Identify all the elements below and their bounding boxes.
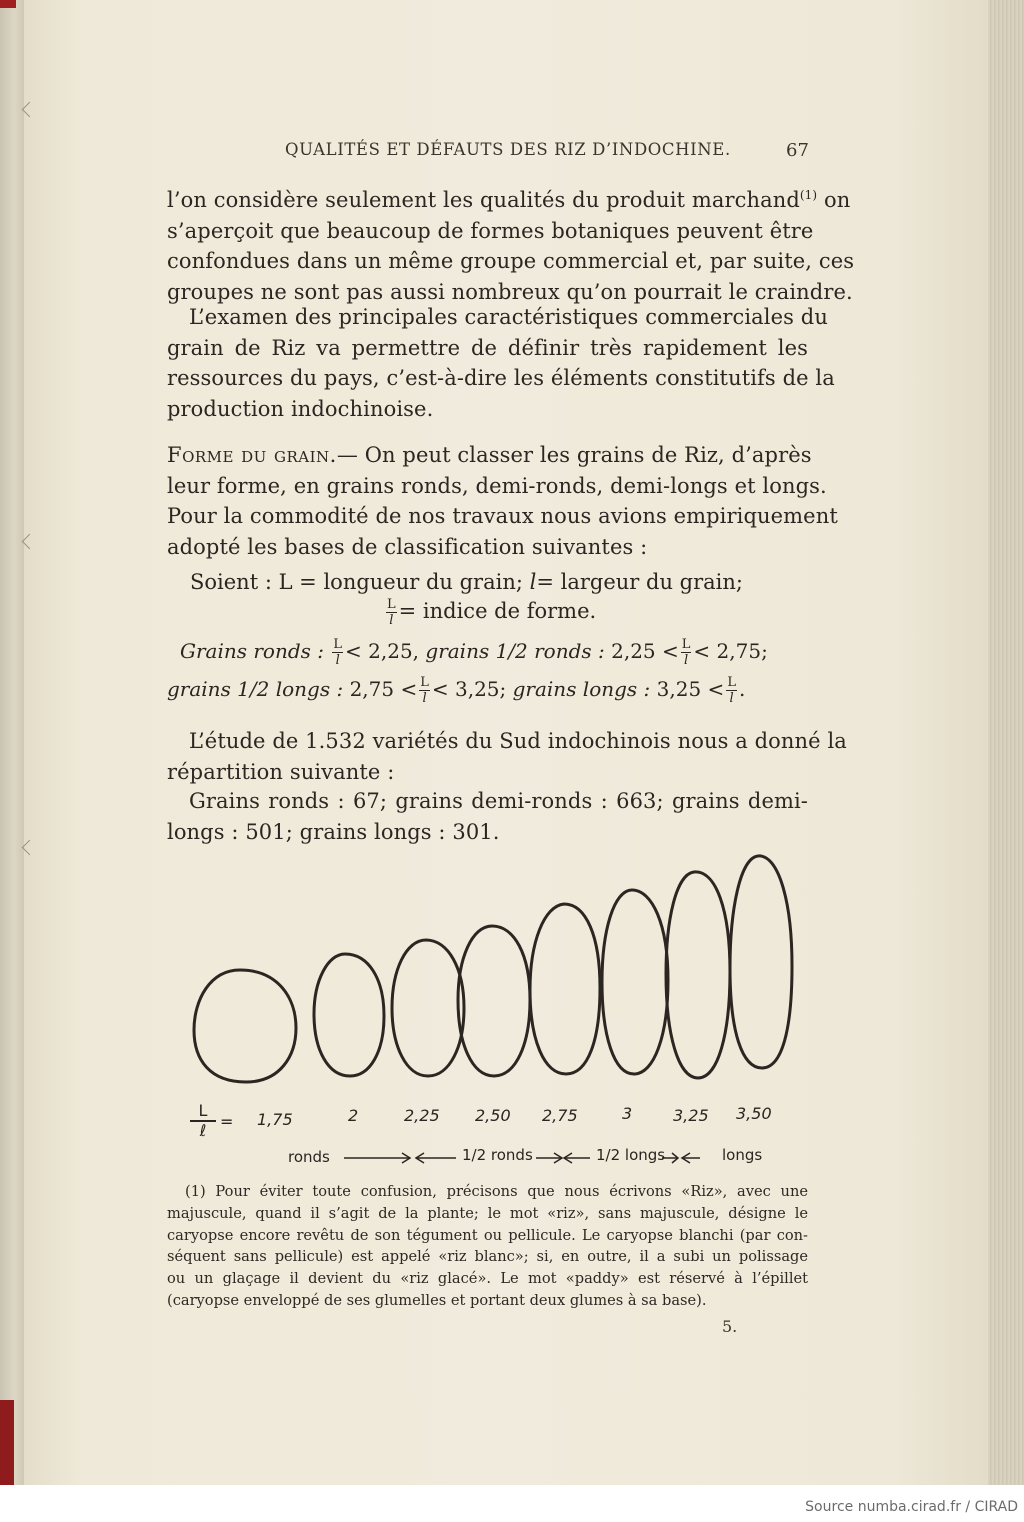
definition-line: Soient : L = longueur du grain; l= largeur du grain; <box>190 570 743 594</box>
class-label-demi-ronds: 1/2 ronds <box>462 1146 533 1164</box>
ratio-value: 1,75 <box>257 1110 293 1129</box>
footnote-line: ou un glaçage il devient du «riz glacé». Le mot «paddy» est réservé à l’épillet <box>167 1270 808 1288</box>
criteria-line-1: Grains ronds : $\frac{L}{l}$ < 2,25, grains 1/2 ronds : 2,25 < $\frac{L}{l}$ < 2,75; <box>180 637 768 668</box>
ratio-axis-label: L ℓ <box>190 1102 216 1140</box>
text-line: répartition suivante : <box>167 759 395 784</box>
page-edges <box>988 0 1024 1485</box>
text-line: l’on considère seulement les qualités du produit marchand$^{(1)}$ on <box>167 188 851 212</box>
text-line: leur forme, en grains ronds, demi-ronds, demi-longs et longs. <box>167 473 827 498</box>
indice-line: $\frac{L}{l}$ = indice de forme. <box>387 597 597 628</box>
paragraph-3 <box>167 440 838 562</box>
paragraph-4 <box>167 726 847 787</box>
text-line: adopté les bases de classification suivantes : <box>167 534 648 559</box>
text-line: Grains ronds : 67; grains demi-ronds : 663; grains demi- <box>189 789 808 813</box>
grain-outline-7 <box>666 872 730 1078</box>
signature-mark: 5. <box>722 1317 738 1336</box>
text-line: confondues dans un même groupe commercial et, par suite, ces <box>167 249 855 273</box>
fraction: $\frac{L}{l}$ <box>387 597 396 628</box>
text-line: groupes ne sont pas aussi nombreux qu’on pourrait le craindre. <box>167 279 853 304</box>
ratio-value: 3,25 <box>673 1106 709 1125</box>
page-number: 67 <box>786 140 809 161</box>
class-label-ronds: ronds <box>288 1148 330 1166</box>
footnote-line: (caryopse enveloppé de ses glumelles et portant deux glumes à sa base). <box>167 1291 707 1309</box>
text-line: grain de Riz va permettre de définir très rapidement les <box>167 335 808 360</box>
text-line: Forme du grain.— On peut classer les grains de Riz, d’après <box>167 443 812 467</box>
text-line: Pour la commodité de nos travaux nous avions empiriquement <box>167 504 838 528</box>
grain-outline-4 <box>458 926 530 1076</box>
text-line: production indochinoise. <box>167 396 434 421</box>
footnote-ref: (1) <box>799 188 818 202</box>
text-line: L’étude de 1.532 variétés du Sud indochinois nous a donné la <box>189 729 847 753</box>
ratio-value: 3,50 <box>736 1104 772 1123</box>
grain-outline-6 <box>602 890 668 1074</box>
footnote-line: (1) Pour éviter toute confusion, précisons que nous écrivons «Riz», avec une <box>185 1183 808 1200</box>
section-heading: Forme du grain. <box>167 443 337 467</box>
paragraph-5 <box>167 786 808 847</box>
ratio-value: 2,50 <box>475 1106 511 1125</box>
ratio-value: 2 <box>348 1106 359 1125</box>
text-line: ressources du pays, c’est-à-dire les éléments constitutifs de la <box>167 366 835 390</box>
paragraph-1 <box>167 180 855 307</box>
paragraph-2 <box>167 302 835 424</box>
class-label-demi-longs: 1/2 longs <box>596 1146 666 1164</box>
grain-outline-5 <box>530 904 600 1074</box>
book-cover-bottom <box>0 1400 14 1485</box>
grain-outline-2 <box>314 954 384 1076</box>
footnote-line: caryopse encore revêtu de son tégument ou pellicule. Le caryopse blanchi (par con- <box>167 1226 808 1244</box>
grain-outline-3 <box>392 940 464 1076</box>
source-credit: Source numba.cirad.fr / CIRAD <box>805 1499 1018 1515</box>
footnote-line: séquent sans pellicule) est appelé «riz blanc»; si, en outre, il a subi un polissage <box>167 1248 808 1266</box>
running-head: QUALITÉS ET DÉFAUTS DES RIZ D’INDOCHINE. <box>285 140 731 159</box>
grain-outline-1 <box>194 970 296 1082</box>
text-line: s’aperçoit que beaucoup de formes botaniques peuvent être <box>167 218 814 243</box>
footnote <box>167 1181 808 1312</box>
criteria-line-2: grains 1/2 longs : 2,75 < $\frac{L}{l}$ < 3,25; grains longs : 3,25 < $\frac{L}{l}$ . <box>167 675 746 706</box>
ratio-value: 2,25 <box>404 1106 440 1125</box>
ratio-equals: = <box>220 1112 234 1131</box>
text-line: L’examen des principales caractéristiques commerciales du <box>189 305 828 329</box>
footnote-line: majuscule, quand il s’agit de la plante; le mot «riz», sans majuscule, désigne le <box>167 1204 808 1222</box>
ratio-value: 3 <box>622 1104 633 1123</box>
class-label-longs: longs <box>722 1146 763 1164</box>
book-left-edge <box>0 0 25 1485</box>
ratio-value: 2,75 <box>542 1106 578 1125</box>
grain-outline-8 <box>730 856 792 1068</box>
book-cover-corner <box>0 0 16 8</box>
text-line: longs : 501; grains longs : 301. <box>167 819 500 844</box>
